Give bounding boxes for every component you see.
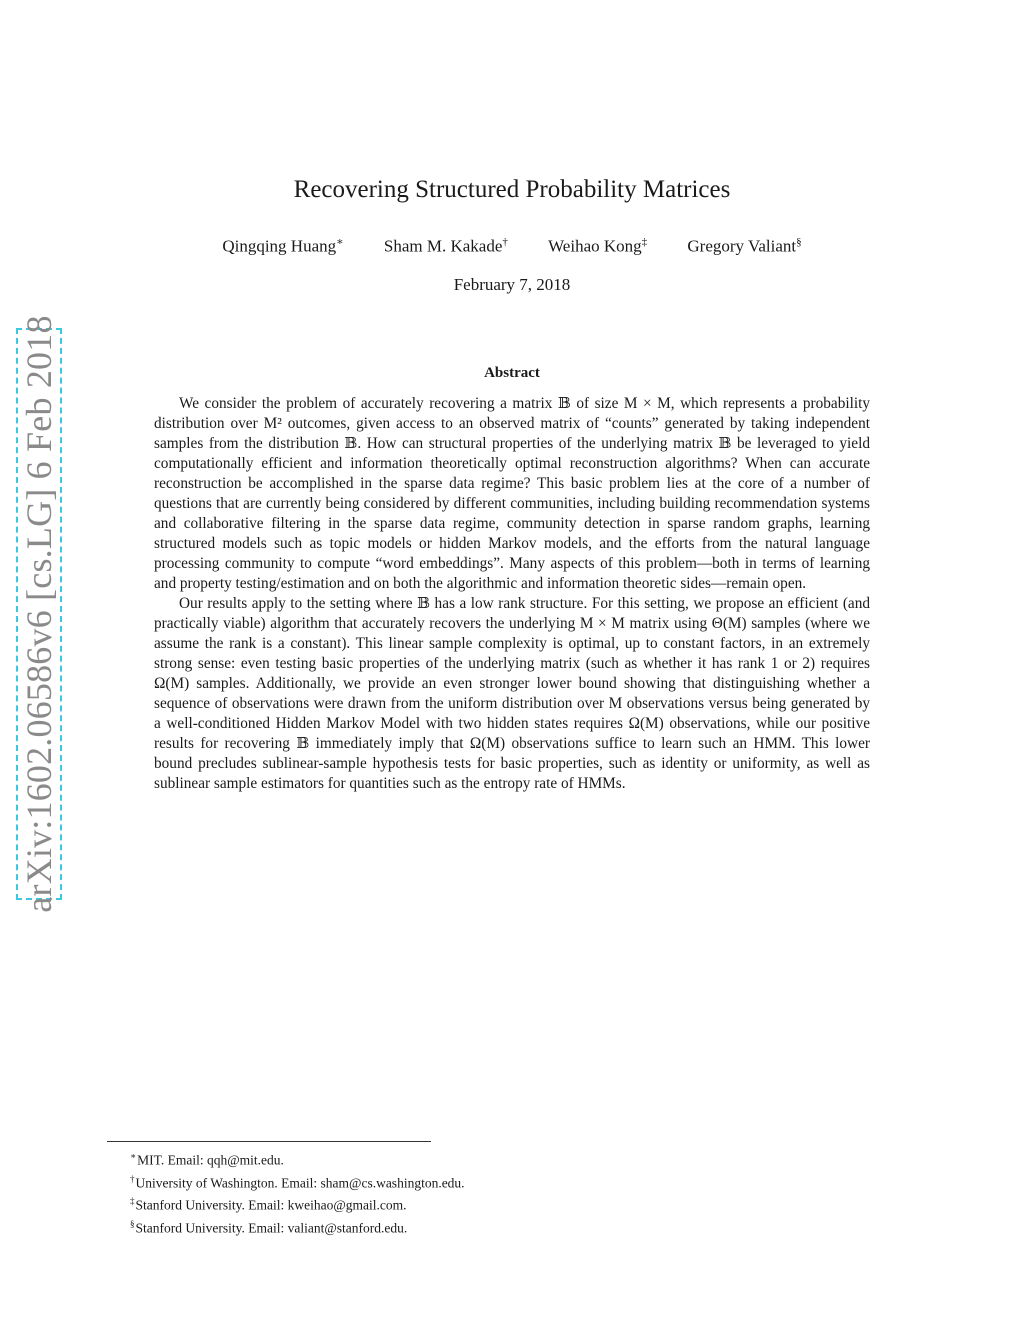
footnote-text: Stanford University. Email: valiant@stanford.edu. [135, 1220, 408, 1235]
footnote-valiant [130, 1215, 465, 1238]
author-huang [222, 230, 343, 259]
footnote-text: University of Washington. Email: sham@cs.washington.edu. [135, 1175, 465, 1190]
author-name: Qingqing Huang [222, 236, 337, 256]
author-kong [548, 230, 647, 259]
arxiv-identifier: arXiv:1602.06586v6 [cs.LG] 6 Feb 2018 [19, 315, 59, 913]
abstract-paragraph: We consider the problem of accurately recovering a matrix 𝔹 of size M × M, which represents a probability distribution over M² outcomes, given access to an observed matrix of “counts” generated by taking independent samples from the distribution 𝔹. How can structural properties of the underlying matrix 𝔹 be leveraged to yield computationally efficient and information theoretically optimal reconstruction algorithms? When can accurate reconstruction be accomplished in the sparse data regime? This basic problem lies at the core of a number of questions that are currently being considered by different communities, including building recommendation systems and collaborative filtering in the sparse data regime, community detection in sparse random graphs, learning structured models such as topic models or hidden Markov models, and the efforts from the natural language processing community to compute “word embeddings”. Many aspects of this problem—both in terms of learning and property testing/estimation and on both the algorithmic and information theoretic sides—remain open. [154, 395, 870, 592]
author-mark: ∗ [336, 236, 344, 248]
footnote-kong [130, 1192, 465, 1215]
author-name: Sham M. Kakade [383, 236, 503, 256]
footnote-mark: ∗ [130, 1151, 137, 1161]
footnotes [130, 1147, 465, 1237]
footnote-text: Stanford University. Email: kweihao@gmail.com. [135, 1197, 407, 1213]
author-list [0, 230, 1024, 259]
abstract-body [154, 394, 870, 794]
author-name: Gregory Valiant [687, 236, 797, 256]
footnote-kakade [130, 1170, 465, 1193]
author-mark: † [502, 236, 508, 248]
author-mark: § [796, 236, 802, 248]
paper-title: Recovering Structured Probability Matrices [293, 176, 731, 203]
paper-date: February 7, 2018 [453, 275, 571, 294]
author-mark: ‡ [641, 236, 648, 248]
abstract-heading: Abstract [484, 365, 540, 381]
author-name: Weihao Kong [548, 236, 642, 256]
author-valiant [687, 230, 801, 259]
author-kakade [384, 230, 508, 259]
footnote-text: MIT. Email: qqh@mit.edu. [137, 1152, 284, 1168]
footnote-huang [130, 1147, 465, 1170]
footnote-mark: ‡ [130, 1196, 135, 1206]
footnote-mark: § [130, 1218, 135, 1229]
footnote-divider [107, 1141, 431, 1142]
abstract-paragraph: Our results apply to the setting where 𝔹 has a low rank structure. For this setting, we propose an efficient (and practically viable) algorithm that accurately recovers the underlying M × M matrix using Θ(M) samples (where we assume the rank is a constant). This linear sample complexity is optimal, up to constant factors, in an extremely strong sense: even testing basic properties of the underlying matrix (such as whether it has rank 1 or 2) requires Ω(M) samples. Additionally, we provide an even stronger lower bound showing that distinguishing whether a sequence of observations were drawn from the uniform distribution over M observations versus being generated by a well-conditioned Hidden Markov Model with two hidden states requires Ω(M) observations, while our positive results for recovering 𝔹 immediately imply that Ω(M) observations suffice to learn such an HMM. This lower bound precludes sublinear-sample hypothesis tests for basic properties, such as identity or uniformity, as well as sublinear sample estimators for quantities such as the entropy rate of HMMs. [154, 595, 870, 792]
footnote-mark: † [130, 1173, 135, 1184]
